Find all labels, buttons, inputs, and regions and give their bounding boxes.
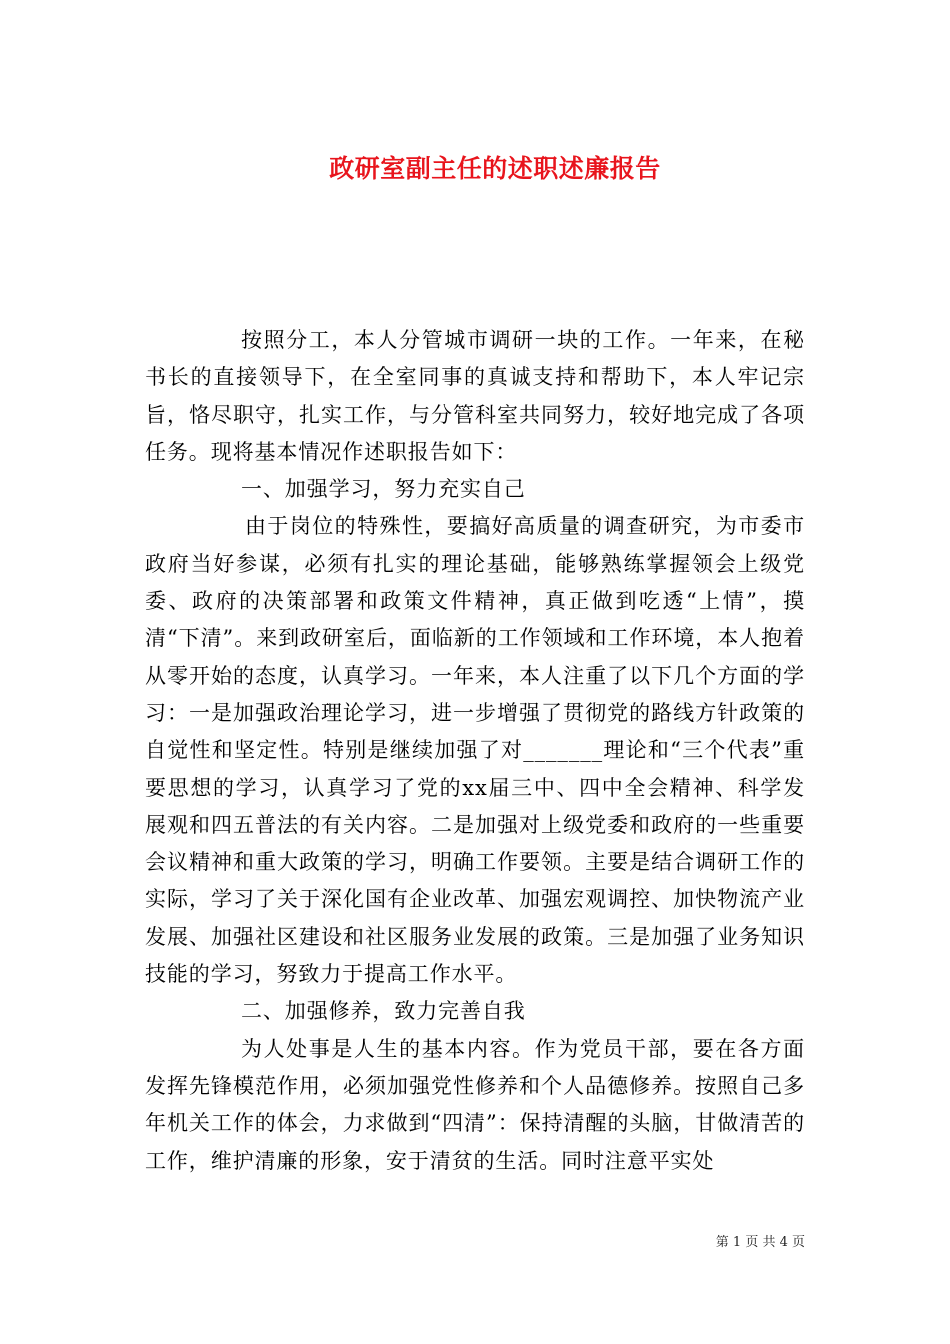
section-heading-1: 一、加强学习，努力充实自己 xyxy=(241,477,526,502)
document-title: 政研室副主任的述职述廉报告 xyxy=(329,153,661,183)
paragraph-cultivation: 为人处事是人生的基本内容。作为党员干部，要在各方面发挥先锋模范作用，必须加强党性修养和个人品德修养。按照自己多年机关工作的体会，力求做到“四清”：保持清醒的头脑，甘做清苦的工作，维护清廉的形象，安于清贫的生活。同时注意平实处 xyxy=(145,1036,805,1173)
paragraph-intro: 按照分工，本人分管城市调研一块的工作。一年来，在秘书长的直接领导下，在全室同事的真诚支持和帮助下，本人牢记宗旨，恪尽职守，扎实工作，与分管科室共同努力，较好地完成了各项任务。现将基本情况作述职报告如下： xyxy=(145,328,805,464)
page-number: 第 1 页 共 4 页 xyxy=(715,1235,805,1250)
document-body xyxy=(145,322,805,1180)
section-heading-2: 二、加强修养，致力完善自我 xyxy=(241,999,526,1024)
paragraph-study: 由于岗位的特殊性，要搞好高质量的调查研究，为市委市政府当好参谋，必须有扎实的理论基础，能够熟练掌握领会上级党委、政府的决策部署和政策文件精神，真正做到吃透“上情”，摸清“下清”。来到政研室后，面临新的工作领域和工作环境，本人抱着从零开始的态度，认真学习。一年来，本人注重了以下几个方面的学习：一是加强政治理论学习，进一步增强了贯彻党的路线方针政策的自觉性和坚定性。特别是继续加强了对_______理论和“三个代表”重要思想的学习，认真学习了党的xx届三中、四中全会精神、科学发展观和四五普法的有关内容。二是加强对上级党委和政府的一些重要会议精神和重大政策的学习，明确工作要领。主要是结合调研工作的实际，学习了关于深化国有企业改革、加强宏观调控、加快物流产业发展、加强社区建设和社区服务业发展的政策。三是加强了业务知识技能的学习，努致力于提高工作水平。 xyxy=(145,514,805,987)
